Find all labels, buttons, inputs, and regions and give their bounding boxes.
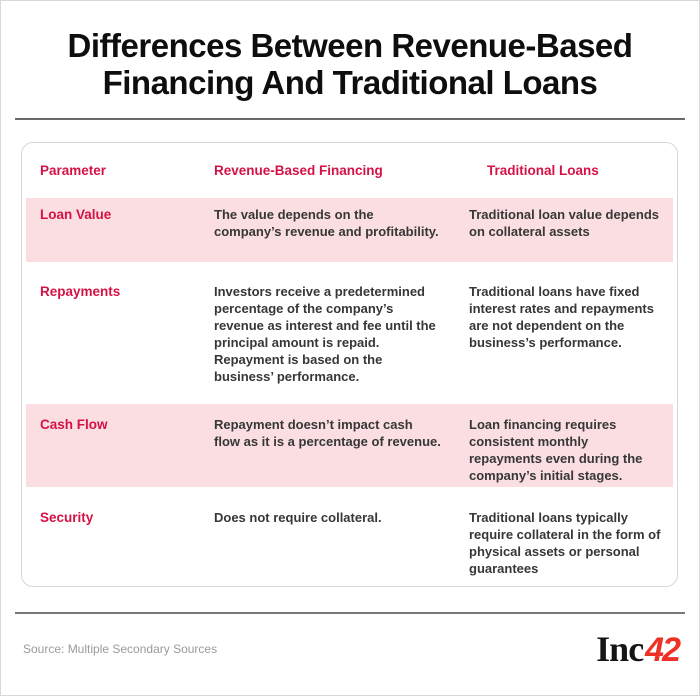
column-header-parameter: Parameter	[40, 163, 107, 178]
rbf-cell: Repayment doesn’t impact cash flow as it is a percentage of revenue.	[214, 417, 441, 449]
traditional-cell: Traditional loans typically require collateral in the form of physical assets or personal guarantees	[469, 510, 661, 576]
column-header-traditional-loans: Traditional Loans	[487, 163, 599, 178]
table-row-cash-flow	[26, 404, 673, 487]
footer	[23, 614, 679, 684]
top-divider	[15, 118, 685, 120]
inc42-logo-42: 42	[645, 631, 679, 669]
comparison-table	[21, 142, 678, 587]
page-title-line2: Financing And Traditional Loans	[102, 64, 598, 101]
page-title	[1, 27, 699, 101]
row-label: Repayments	[40, 284, 121, 299]
traditional-cell: Traditional loans have fixed interest rates and repayments are not dependent on the business’s performance.	[469, 284, 654, 350]
page-title-line1: Differences Between Revenue-Based	[67, 27, 633, 64]
rbf-cell: The value depends on the company’s revenue and profitability.	[214, 207, 439, 239]
inc42-logo	[596, 631, 679, 667]
traditional-cell: Loan financing requires consistent monthly repayments even during the company’s initial stages.	[469, 417, 643, 483]
inc42-logo-inc: Inc	[596, 629, 644, 669]
row-label: Cash Flow	[40, 417, 108, 432]
source-text: Source: Multiple Secondary Sources	[23, 642, 218, 656]
traditional-cell: Traditional loan value depends on collateral assets	[469, 207, 659, 239]
table-row-loan-value	[26, 198, 673, 262]
table-header-row	[26, 143, 673, 198]
row-label: Loan Value	[40, 207, 112, 222]
table-row-repayments	[26, 262, 673, 404]
column-header-revenue-based-financing: Revenue-Based Financing	[214, 163, 383, 178]
row-label: Security	[40, 510, 94, 525]
rbf-cell: Does not require collateral.	[214, 510, 382, 525]
rbf-cell: Investors receive a predetermined percentage of the company’s revenue as interest and fee until the principal amount is repaid. Repayment is based on the business’ performance.	[214, 284, 436, 384]
table-row-security	[26, 487, 673, 586]
